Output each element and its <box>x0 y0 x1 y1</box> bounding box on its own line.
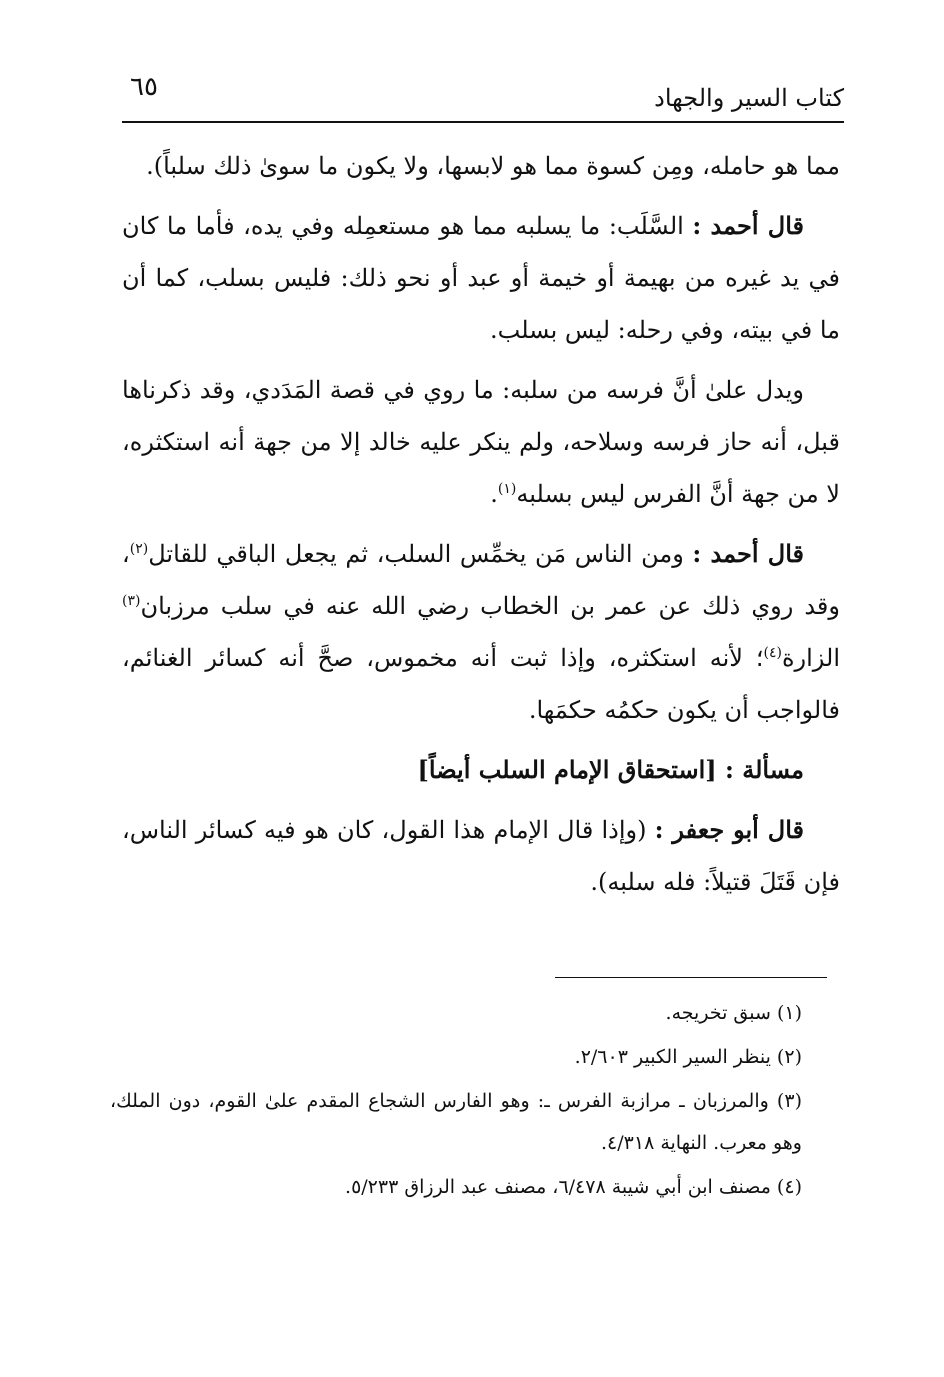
paragraph-4-text-a: ومن الناس مَن يخمِّس السلب، ثم يجعل الباقي للقاتل <box>148 540 693 568</box>
page-number: ٦٥ <box>130 72 158 102</box>
paragraph-1 <box>122 140 840 192</box>
footnote-1: (١) سبق تخريجه. <box>665 1002 802 1024</box>
header-rule <box>122 121 844 123</box>
masala-title: [استحقاق الإمام السلب أيضاً] <box>417 755 717 784</box>
paragraph-1-text: مما هو حامله، ومِن كسوة مما هو لابسها، ولا يكون ما سوىٰ ذلك سلباً). <box>146 152 840 180</box>
paragraph-4-text-d: ؛ لأنه استكثره، وإذا ثبت أنه مخموس، صحَّ أنه كسائر الغنائم، فالواجب أن يكون حكمُه حكمَها. <box>122 644 840 724</box>
footnote-4: (٤) مصنف ابن أبي شيبة ٦/٤٧٨، مصنف عبد الرزاق ٥/٢٣٣. <box>345 1176 802 1198</box>
book-title: كتاب السير والجهاد <box>654 84 844 112</box>
speaker-label: قال أحمد : <box>692 211 804 240</box>
masala-label: مسألة : <box>725 755 804 784</box>
footnote-ref-4[interactable]: (٤) <box>763 645 782 661</box>
footnote-ref-3[interactable]: (٣) <box>122 593 141 609</box>
footnote-2: (٢) ينظر السير الكبير ٢/٦٠٣. <box>574 1046 802 1068</box>
footnote-3: (٣) والمرزبان ـ مرازبة الفرس ـ: وهو الفارس الشجاع المقدم علىٰ القوم، دون الملك، وهو معرب. النهاية ٤/٣١٨. <box>110 1090 802 1154</box>
paragraph-4-text-c: الزارة <box>781 644 840 672</box>
footnote-rule <box>555 977 827 978</box>
paragraph-5-text: (وإذا قال الإمام هذا القول، كان هو فيه كسائر الناس، فإن قَتَلَ قتيلاً: فله سلبه). <box>122 816 840 896</box>
paragraph-2 <box>122 200 840 356</box>
paragraph-5 <box>122 804 840 908</box>
main-text <box>122 140 840 916</box>
paragraph-4-text-b: ، وقد روي ذلك عن عمر بن الخطاب رضي الله عنه في سلب مرزبان <box>122 540 840 620</box>
paragraph-4 <box>122 528 840 736</box>
footnote-ref-2[interactable]: (٢) <box>129 541 149 557</box>
running-header <box>120 72 844 122</box>
speaker-label: قال أبو جعفر : <box>654 815 804 844</box>
paragraph-3-text: ويدل علىٰ أنَّ فرسه من سلبه: ما روي في قصة المَدَدي، وقد ذكرناها قبل، أنه حاز فرسه وسلاحه، ولم ينكر عليه خالد إلا من جهة أنه استكثره، لا من جهة أنَّ الفرس ليس بسلبه <box>122 376 840 508</box>
speaker-label: قال أحمد : <box>692 539 805 568</box>
paragraph-3-end: . <box>490 480 498 508</box>
footnotes <box>110 992 836 1210</box>
paragraph-2-text: السَّلَب: ما يسلبه مما هو مستعمِله وفي يده، فأما ما كان في يد غيره من بهيمة أو خيمة أو عبد أو نحو ذلك: فليس بسلب، كما أن ما في بيته، وفي رحله: ليس بسلب. <box>122 212 840 344</box>
footnote-ref-1[interactable]: (١) <box>497 481 517 497</box>
section-heading <box>122 744 840 796</box>
paragraph-3 <box>122 364 840 520</box>
